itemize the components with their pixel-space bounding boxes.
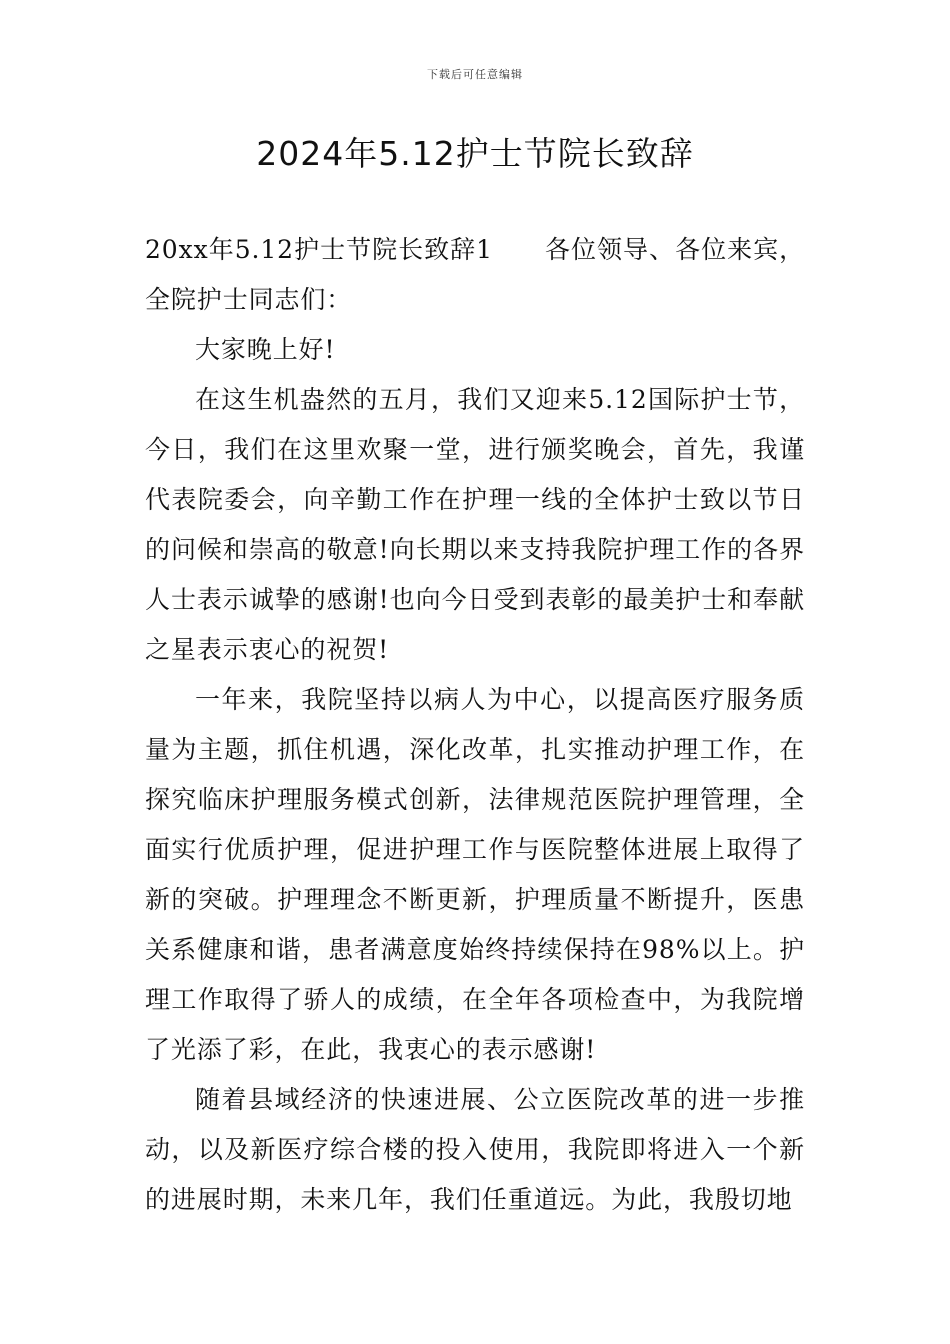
- document-title: 2024年5.12护士节院长致辞: [256, 134, 694, 173]
- paragraph-future: 随着县域经济的快速进展、公立医院改革的进一步推动，以及新医疗综合楼的投入使用，我院即将进入一个新的进展时期，未来几年，我们任重道远。为此，我殷切地: [145, 1085, 805, 1214]
- paragraph-opening: 在这生机盎然的五月，我们又迎来5.12国际护士节，今日，我们在这里欢聚一堂，进行颁奖晚会，首先，我谨代表院委会，向辛勤工作在护理一线的全体护士致以节日的问候和崇高的敬意!向长期以来支持我院护理工作的各界人士表示诚挚的感谢!也向今日受到表彰的最美护士和奉献之星表示衷心的祝贺!: [145, 385, 805, 664]
- header-note: 下载后可任意编辑: [427, 68, 523, 81]
- paragraph-greeting-heading: 20xx年5.12护士节院长致辞1 各位领导、各位来宾，全院护士同志们：: [145, 235, 805, 314]
- document-body: [145, 225, 805, 1225]
- paragraph-salutation: 大家晚上好!: [195, 335, 336, 364]
- paragraph-achievements: 一年来，我院坚持以病人为中心，以提高医疗服务质量为主题，抓住机遇，深化改革，扎实推动护理工作，在探究临床护理服务模式创新，法律规范医院护理管理，全面实行优质护理，促进护理工作与医院整体进展上取得了新的突破。护理理念不断更新，护理质量不断提升，医患关系健康和谐，患者满意度始终持续保持在98%以上。护理工作取得了骄人的成绩，在全年各项检查中，为我院增了光添了彩，在此，我衷心的表示感谢!: [145, 685, 805, 1064]
